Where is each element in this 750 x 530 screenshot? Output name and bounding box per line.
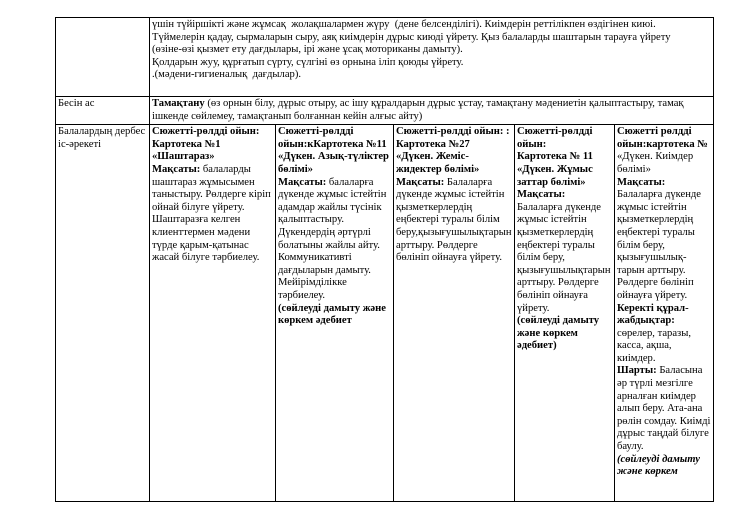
card-number: Картотека №27: [396, 138, 470, 150]
goal-label: Мақсаты:: [152, 163, 201, 175]
text-line: .(мәдени-гигиеналық дағдылар).: [152, 69, 301, 81]
game-title: «Дүкен. Киімдер бөлімі»: [617, 151, 694, 175]
activity-cell-4: [515, 125, 615, 502]
table-row: [56, 97, 714, 125]
row-label-independent-activity: Балалардың дербес іс-әрекеті: [56, 125, 150, 502]
activity-cell-2: [276, 125, 394, 502]
area-note: (сөйлеуді дамыту және көркем әдебиет): [517, 315, 600, 352]
game-title: «Дүкен. Жеміс-жидектер бөлімі»: [396, 151, 480, 175]
tools-label: Керекті құрал-жабдықтар:: [617, 302, 689, 327]
area-note: (сөйлеуді дамыту және көркем: [617, 453, 700, 478]
goal-text: балаларды шаштараз жұмысымен таныстыру. Рөлдерге кіріп ойнай білуге үйрету. Шаштаразға келген клиенттермен мәдени түрде қарым-қатынас жасай білуге тәрбиелеу.: [152, 163, 271, 264]
goal-text: балаларға дүкенде жұмыс істейтін адамдар жайлы түсінік қалыптастыру. Дүкендердің әртүрлі болатыны жайлы айту. Коммуникативті дағдыларын дамыту. Мейірімділікке тәрбиелеу.: [278, 176, 387, 301]
game-title: «Дүкен. Жұмыс заттар бөлімі»: [517, 163, 593, 188]
game-title: «Дүкен. Азық-түліктер бөлімі»: [278, 151, 389, 175]
goal-text: Балаларға дүкенде жұмыс істейтін қызметкерлердің еңбектері туралы білім беру, қызығушылықтарын арттыру. Рөлдерге бөлініп ойнауға үйрету.: [517, 201, 611, 314]
meal-description-cell: [150, 97, 714, 125]
game-heading: Сюжетті-рөлдді ойын:кКартотека №11: [278, 126, 387, 150]
activity-cell-5: [615, 125, 714, 502]
routine-description-cell: [150, 18, 714, 97]
tools-text: сөрелер, таразы, касса, ақша, киімдер.: [617, 327, 691, 364]
daily-plan-table: [55, 17, 714, 502]
meal-text: (өз орнын білу, дұрыс отыру, ас ішу құралдарын дұрыс ұстау, тамақтану мәдениетін қалыптастыру, тамақ ішкенде сөйлемеу, тамақтанып болғаннан кейін алғыс айту): [152, 98, 684, 122]
row-label-afternoon-snack: Бесін ас: [56, 97, 150, 125]
meal-title: Тамақтану: [152, 98, 205, 109]
game-heading: Сюжетті-рөлдді ойын: :: [396, 126, 510, 138]
table-row: [56, 18, 714, 97]
row-label-cell: [56, 18, 150, 97]
game-title: «Шаштараз»: [152, 151, 215, 163]
goal-label: Мақсаты:: [617, 176, 666, 188]
game-heading: Сюжетті-рөлдді ойын:: [517, 126, 593, 150]
activity-cell-1: [150, 125, 276, 502]
goal-text: Балаларға дүкенде жұмыс істейтін қызметкерлердің еңбектері туралы білім беру, қызығушылық-тарын арттыру. Рөлдерге бөлініп ойнауға үйрету.: [617, 189, 701, 301]
text-line: (өзіне-өзі қызмет ету дағдылары, ірі және ұсақ моториканы дамыту).: [152, 44, 463, 56]
activity-cell-3: [394, 125, 515, 502]
area-note: (сөйлеуді дамыту және көркем әдебиет: [278, 302, 386, 327]
card-number: Картотека №1: [152, 138, 221, 150]
text-line: үшін түйіршікті және жұмсақ жолақшалармен жүру (дене белсенділігі). Киімдерін реттілікпен өздігінен киюі.: [152, 19, 656, 30]
game-heading: Сюжетті рөлдді ойын:картотека №: [617, 126, 708, 150]
goal-label: Мақсаты:: [517, 189, 566, 201]
goal-label: Мақсаты:: [278, 176, 327, 188]
goal-label: Мақсаты:: [396, 176, 445, 188]
text-line: Түймелерін қадау, сырмаларын сыру, аяқ киімдерін дұрыс киюді үйрету. Қыз балаларды шаштарын тарауға үйрету: [152, 31, 671, 43]
game-heading: Сюжетті-рөлдді ойын:: [152, 126, 260, 138]
table-row: [56, 125, 714, 502]
text-line: Қолдарын жуу, құрғатып сүрту, сүлгіні өз орнына іліп қоюды үйрету.: [152, 56, 464, 68]
goal-text: Балаларға дүкенде жұмыс істейтін қызметкерлердің еңбектері туралы білім беру,қызығушылықтарын арттыру. Рөлдерге бөлініп ойнауға үйрету.: [396, 176, 512, 264]
card-number: Картотека № 11: [517, 151, 593, 163]
rule-text: Баласына әр түрлі мезгілге арналған киімдер алып беру. Ата-ана рөлін сомдау. Киімді дұрыс таңдай білуге баулу.: [617, 365, 711, 453]
rule-label: Шарты:: [617, 365, 657, 377]
